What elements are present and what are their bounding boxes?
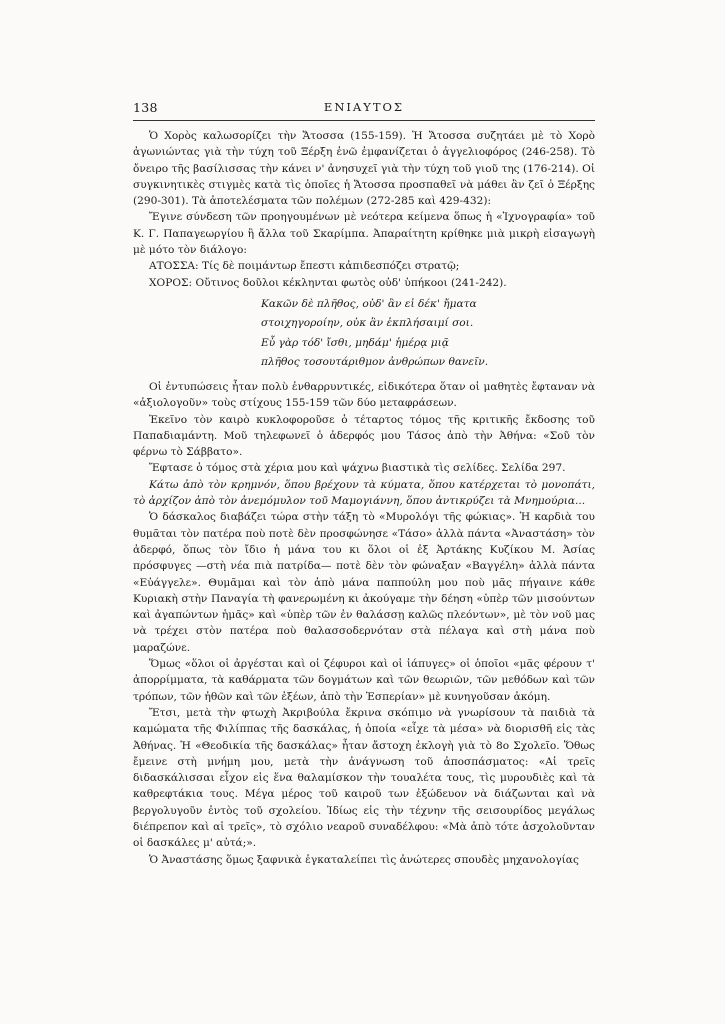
paragraph: Ὁ δάσκαλος διαβάζει τώρα στὴν τάξη τὸ «Μυρολόγι τῆς φώκιας». Ἡ καρδιὰ του θυμᾶται τὸν πατέρα ποὺ ποτὲ δὲν προσφώνησε «Τάσο» ἀλλὰ πάντα «Ἀναστάση» τὸν ἀδερφό, ὅπως τὸν ἴδιο ἡ μάνα του κι ὅλοι οἱ ἐξ Ἀρτάκης Κυζίκου Μ. Ἀσίας πρόσφυγες —στὴ νέα πιὰ πατρίδα— ποτὲ δὲν τὸν φώναξαν «Βαγγέλη» ἀλλὰ πάντα «Εὐάγγελε». Θυμᾶμαι καὶ τὸν ἀπὸ μάνα παππούλη μου ποὺ μᾶς πήγαινε κάθε Κυριακὴ στὴν Παναγία τὴ φανερωμένη κι ἀκούγαμε τὴν δέηση «ὑπὲρ τῶν μισούντων καὶ ἀγαπώντων ἡμᾶς» καὶ «ὑπὲρ τῶν ἐν θαλάσσῃ καλῶς πλεόντων», μὲ τὸν νοῦ μας νὰ τρέχει στὸν πατέρα ποὺ θαλασσοδερνόταν στὰ πέλαγα καὶ στὴ μάνα ποὺ μαραζώνε.: [133, 511, 595, 654]
verse-line: Εὖ γὰρ τόδ' ἴσθι, μηδάμ' ἡμέρᾳ μιᾷ: [261, 336, 449, 349]
paragraph: Ἐκεῖνο τὸν καιρὸ κυκλοφοροῦσε ὁ τέταρτος τόμος τῆς κριτικῆς ἔκδοσης τοῦ Παπαδιαμάντη. Μοῦ τηλεφωνεῖ ὁ ἀδερφός μου Τάσος ἀπὸ τὴν Ἀθήνα: «Σοῦ τὸν φέρνω τὸ Σάββατο».: [133, 413, 595, 459]
paragraph: Ἔγινε σύνδεση τῶν προηγουμένων μὲ νεότερα κείμενα ὅπως ἡ «Ἰχνογραφία» τοῦ Κ. Γ. Παπαγεωργίου ἢ ἄλλα τοῦ Σκαρίμπα. Ἀπαραίτητη κρίθηκε μιὰ μικρὴ εἰσαγωγὴ μὲ μότο τὸν διάλογο:: [133, 211, 595, 257]
dialogue-quote: [149, 258, 595, 291]
paragraph: Ἔτσι, μετὰ τὴν φτωχὴ Ἀκριβούλα ἔκρινα σκόπιμο νὰ γνωρίσουν τὰ παιδιὰ τὰ καμώματα τῆς Φιλίππας τῆς δασκάλας, ἡ ὁποία «εἶχε τὰ μέσα» νὰ διορισθῆ εἰς τὰς Ἀθήνας. Ἡ «Θεοδικία τῆς δασκάλας» ἦταν ἄστοχη ἐκλογὴ γιὰ τὸ 8ο Σχολεῖο. Ὅθως ἔμεινε στὴ μνήμη μου, μετὰ τὴν ἀνάγνωση τοῦ ἀποσπάσματος: «Αἱ τρεῖς διδασκάλισσαι εἶχον εἰς ἕνα θαλαμίσκον τὴν τουαλέτα τους, τὶς μυρουδιὲς καὶ τὰ καθρεφτάκια τους. Μέγα μέρος τοῦ καιροῦ των ἐξώδευον νὰ διάζωνται καὶ νὰ βεργολυγοῦν ἐντὸς τοῦ σχολείου. Ἰδίως εἰς τὴν τέχνην τῆς σεισουρίδος μεγάλως διέπρεπον καὶ αἱ τρεῖς», τὸ σχόλιο νεαροῦ συναδέλφου: «Μὰ ἀπὸ τότε ἀσχολοῦνταν οἱ δασκάλες μ' αὐτά;».: [133, 706, 595, 850]
running-title: ΕΝΙΑΥΤΟΣ: [323, 100, 405, 114]
paragraph: Ὁ Ἀναστάσης ὅμως ξαφνικὰ ἐγκαταλείπει τὶς ἀνώτερες σπουδὲς μηχανολογίας: [149, 853, 579, 866]
verse-line: πλῆθος τοσουτάριθμον ἀνθρώπων θανεῖν.: [261, 356, 489, 369]
paragraph: Ὅμως «ὅλοι οἱ ἀργέσται καὶ οἱ ζέφυροι καὶ οἱ ἰάπυγες» οἱ ὁποῖοι «μᾶς φέρουν τ' ἀπορρίμματα, τὰ καθάρματα τῶν δογμάτων καὶ τῶν θεωριῶν, τῶν μεθόδων καὶ τῶν τρόπων, τῶν ἠθῶν καὶ τῶν ἐξέων, ἀπὸ τὴν Ἑσπερίαν» μὲ κυνηγοῦσαν ἀκόμη.: [133, 658, 595, 703]
body-text: [133, 128, 595, 868]
dialogue-line: ΑΤΟΣΣΑ: Τίς δὲ ποιμάντωρ ἔπεστι κἀπιδεσπόζει στρατῷ;: [149, 260, 460, 273]
verse-quote: [261, 295, 595, 373]
verse-line: στοιχηγοροίην, οὐκ ἂν ἐκπλήσαιμί σοι.: [261, 317, 474, 330]
page-header: [133, 100, 595, 122]
verse-line: Κακῶν δὲ πλῆθος, οὐδ' ἂν εἰ δέκ' ἤματα: [261, 297, 477, 310]
paragraph: Οἱ ἐντυπώσεις ἦταν πολὺ ἐνθαρρυντικές, εἰδικότερα ὅταν οἱ μαθητὲς ἔφταναν νὰ «ἀξιολογοῦν» τοὺς στίχους 155-159 τῶν δύο μεταφράσεων.: [133, 380, 595, 410]
header-rule: [133, 120, 595, 121]
italic-quote-paragraph: Κάτω ἀπὸ τὸν κρημνόν, ὅπου βρέχουν τὰ κύματα, ὅπου κατέρχεται τὸ μονοπάτι, τὸ ἀρχίζον ἀπὸ τὸν ἀνεμόμυλον τοῦ Μαμογιάννη, ὅπου ἀντικρύζει τὰ Μνημούρια...: [133, 478, 595, 508]
dialogue-line: ΧΟΡΟΣ: Οὔτινος δοῦλοι κέκληνται φωτὸς οὐδ' ὑπήκοοι (241-242).: [149, 276, 507, 289]
paragraph: Ἔφτασε ὁ τόμος στὰ χέρια μου καὶ ψάχνω βιαστικὰ τὶς σελίδες. Σελίδα 297.: [149, 462, 566, 475]
page-number: 138: [133, 100, 158, 115]
paragraph: Ὁ Χορὸς καλωσορίζει τὴν Ἄτοσσα (155-159). Ἡ Ἄτοσσα συζητάει μὲ τὸ Χορὸ ἀγωνιώντας γιὰ τὴν τύχη τοῦ Ξέρξη ἐνῶ ἐμφανίζεται ὁ ἀγγελιοφόρος (246-258). Τὸ ὄνειρο τῆς βασίλισσας τὴν κάνει ν' ἀνησυχεῖ γιὰ τὴν τύχη τοῦ γιοῦ της (176-214). Οἱ συγκινητικὲς στιγμὲς κατὰ τὶς ὁποῖες ἡ Ἄτοσσα προσπαθεῖ νὰ μάθει ἂν ζεῖ ὁ Ξέρξης (290-301). Τὰ ἀποτελέσματα τῶν πολέμων (272-285 καὶ 429-432):: [133, 130, 595, 208]
